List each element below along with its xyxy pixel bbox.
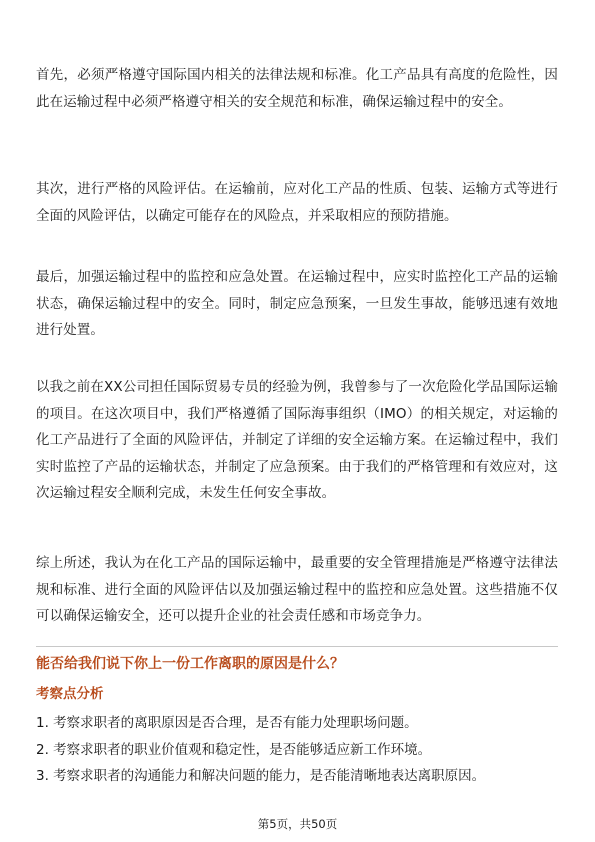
paragraph-legal-compliance: 首先，必须严格遵守国际国内相关的法律法规和标准。化工产品具有高度的危险性，因此在运输过程中必须严格遵守相关的安全规范和标准，确保运输过程中的安全。 (36, 67, 558, 110)
paragraph-experience-example: 以我之前在XX公司担任国际贸易专员的经验为例，我曾参与了一次危险化学品国际运输的项目。在这次项目中，我们严格遵循了国际海事组织（IMO）的相关规定，对运输的化工产品进行了全面的风险评估，并制定了详细的安全运输方案。在运输过程中，我们实时监控了产品的运输状态，并制定了应急预案。由于我们的严格管理和有效应对，这次运输过程安全顺利完成，未发生任何安全事故。 (36, 379, 558, 501)
page-number: 第5页，共50页 (257, 817, 338, 831)
analysis-point: 3. 考察求职者的沟通能力和解决问题的能力，是否能清晰地表达离职原因。 (36, 768, 486, 784)
interview-question: 能否给我们说下你上一份工作离职的原因是什么？ (36, 656, 344, 672)
analysis-point: 1. 考察求职者的离职原因是否合理，是否有能力处理职场问题。 (36, 715, 418, 731)
analysis-points-list (36, 710, 558, 790)
analysis-heading: 考察点分析 (36, 686, 104, 702)
paragraph-summary: 综上所述，我认为在化工产品的国际运输中，最重要的安全管理措施是严格遵守法律法规和标准、进行全面的风险评估以及加强运输过程中的监控和应急处置。这些措施不仅可以确保运输安全，还可以提升企业的社会责任感和市场竞争力。 (36, 555, 558, 624)
paragraph-monitoring: 最后，加强运输过程中的监控和应急处置。在运输过程中，应实时监控化工产品的运输状态，确保运输过程中的安全。同时，制定应急预案，一旦发生事故，能够迅速有效地进行处置。 (36, 269, 558, 338)
paragraph-risk-assessment: 其次，进行严格的风险评估。在运输前，应对化工产品的性质、包装、运输方式等进行全面的风险评估，以确定可能存在的风险点，并采取相应的预防措施。 (36, 181, 558, 224)
section-divider (36, 646, 558, 647)
analysis-point: 2. 考察求职者的职业价值观和稳定性，是否能够适应新工作环境。 (36, 741, 432, 758)
